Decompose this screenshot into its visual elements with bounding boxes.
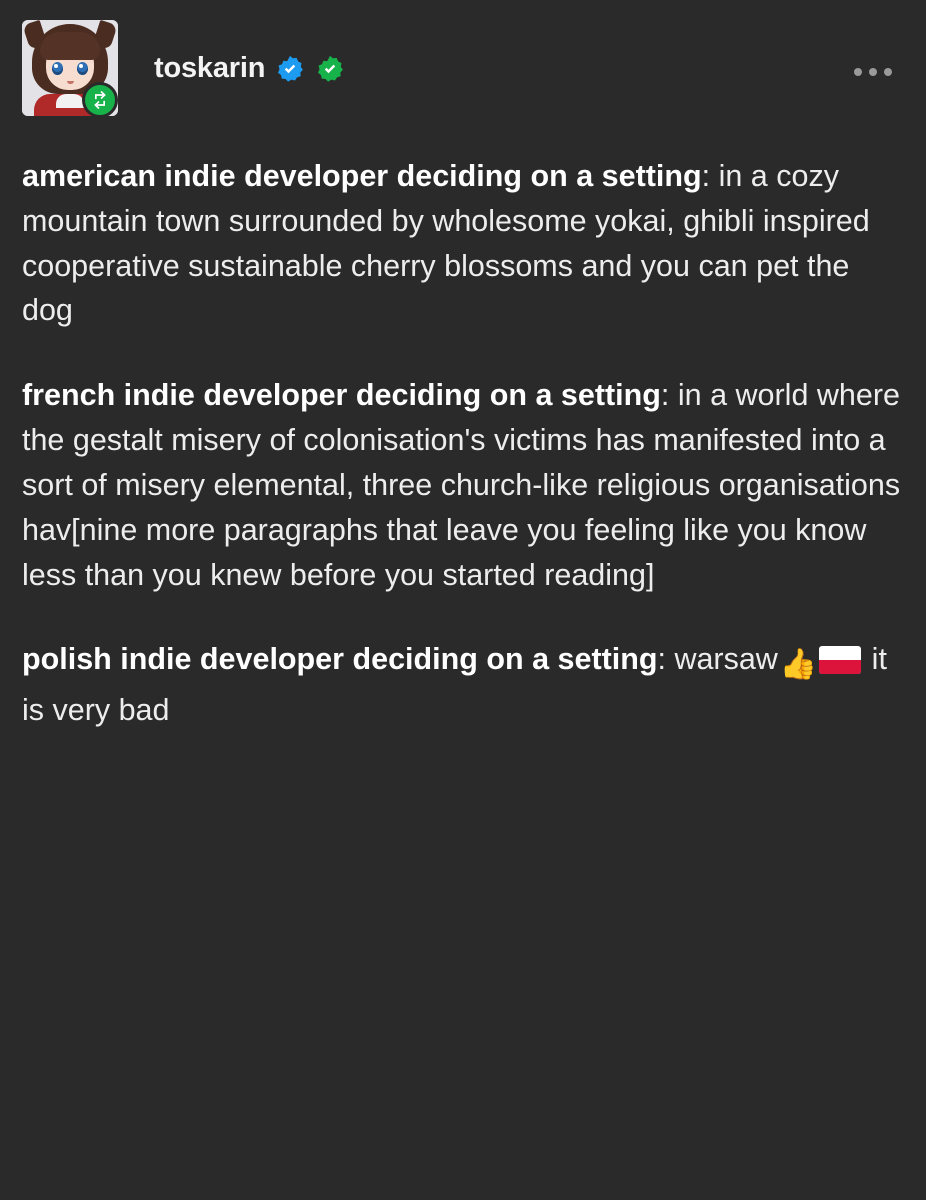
paragraph-lead: french indie developer deciding on a setting [22, 378, 661, 413]
verified-badge-green-icon [315, 54, 345, 84]
paragraph-lead: polish indie developer deciding on a setting [22, 642, 658, 677]
more-dot [884, 68, 892, 76]
avatar-eye-left [52, 62, 63, 75]
more-dot [854, 68, 862, 76]
post-paragraph [22, 373, 904, 597]
username[interactable]: toskarin [154, 52, 266, 84]
paragraph-tail: it is very bad [22, 642, 887, 727]
avatar-bangs [40, 32, 100, 60]
thumbs-up-icon: 👍 [779, 648, 818, 682]
post-paragraph [22, 637, 904, 732]
verified-badge-blue-icon [275, 54, 305, 84]
repost-icon [82, 82, 118, 118]
paragraph-text: : in a world where the gestalt misery of colonisation's victims has manifested into a sort of misery elemental, three church-like religious organisations hav[nine more paragraphs that leave you feeling like you know less than you knew before you started reading] [22, 378, 901, 592]
more-options-button[interactable] [848, 62, 898, 82]
paragraph-text: : in a cozy mountain town surrounded by wholesome yokai, ghibli inspired cooperative sustainable cherry blossoms and you can pet the dog [22, 159, 870, 328]
post-body [22, 154, 904, 732]
polish-flag-icon [819, 646, 861, 674]
avatar-eye-right [77, 62, 88, 75]
avatar-collar [56, 94, 84, 108]
post-paragraph [22, 154, 904, 333]
paragraph-text: : warsaw [657, 642, 778, 677]
avatar-wrapper[interactable] [22, 20, 118, 116]
more-dot [869, 68, 877, 76]
post-header [22, 20, 904, 116]
author-row [154, 52, 345, 85]
paragraph-lead: american indie developer deciding on a setting [22, 159, 702, 193]
